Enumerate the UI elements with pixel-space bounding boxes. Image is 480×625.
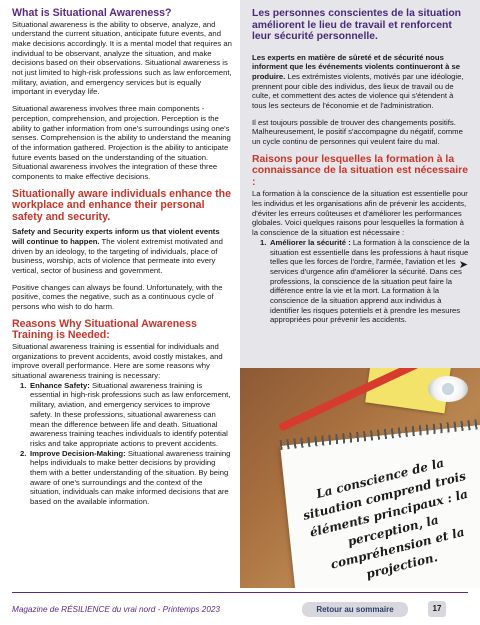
paragraph: La formation à la conscience de la situation est essentielle pour les individus et les organisations afin de prévenir les accidents, d'éviter les erreurs coûteuses et d'améliorer les performances globales. Voici quelques raisons pour lesquelles la formation à la conscience de la situation est nécessaire :: [252, 189, 468, 238]
paragraph: Situational awareness is the ability to observe, analyze, and understand the current situation, anticipate future events, and make decisions accordingly. It is a mental model that requires an individual to be observant, analyze the situation, and make decisions based on their observations. Situational awareness is not just limited to high-risk professions such as law enforcement, military, aviation, and emergency services but is equally important in everyday life.: [12, 19, 232, 97]
paragraph: Situational awareness training is essential for individuals and organizations to prevent accidents, avoid costly mistakes, and improve overall performance. Here are some reasons why situational awareness training is necessary:: [12, 341, 223, 380]
section-heading-reasons: Reasons Why Situational Awareness Training is Needed:: [12, 317, 197, 342]
list-item: [260, 238, 470, 325]
section-heading-personnes-conscientes: Les personnes conscientes de la situation améliorent le lieu de travail et renforcent leur sécurité personnelle.: [252, 8, 462, 42]
list-number: 1.: [20, 380, 27, 390]
list-item-text: Situational awareness training is essential in high-risk professions such as law enforcement, military, aviation, and emergency services to improve safety. In these professions, situational awareness can mean the difference between life and death. Situational awareness training teaches individuals to identify potential risks and take appropriate actions to prevent accidents.: [30, 380, 231, 448]
bold-lead: Les experts en matière de sûreté et de sécurité nous informent que les événements violents continueront à se produire.: [252, 52, 461, 81]
next-page-arrow-icon[interactable]: ➤: [458, 259, 468, 271]
notebook-spiral: [280, 417, 480, 450]
notebook-photo: [240, 368, 480, 588]
list-item-text: Situational awareness training helps individuals to make better decisions by providing them with a better understanding of the situation. By being aware of one's surroundings and the context of the situation, individuals can make informed decisions that are based on the available information.: [30, 448, 231, 507]
list-item-text: La formation à la conscience de la situation est essentielle dans les professions à haut risque telles que les forces de l'ordre, l'armée, l'aviation et les services d'urgence afin d'améliorer la sécurité. Dans ces professions, la conscience de la situation peut faire la différence entre la vie et la mort. La formation à la conscience de la situation apprend aux individus à identifier les risques potentiels et à prendre les mesures appropriées pour prévenir les accidents.: [270, 237, 470, 325]
list-item: [20, 449, 234, 507]
numbered-list: [260, 238, 470, 325]
list-item-title: Enhance Safety:: [30, 380, 90, 390]
paragraph: Situational awareness involves three main components - perception, comprehension, and projection. Perception is the ability to gather information from one's surroundings using one's senses. Comprehension is the ability to understand the meaning of the information gathered. Projection is the ability to anticipate future events based on the understanding of the situation. Situational awareness involves the integration of these three components to make effective decisions.: [12, 104, 231, 182]
tape-roll: [428, 376, 468, 402]
list-number: 1.: [260, 237, 267, 247]
section-heading-raisons: Raisons pour lesquelles la formation à la connaissance de la situation est nécessaire :: [252, 153, 468, 188]
page-number: 17: [428, 601, 446, 617]
list-number: 2.: [20, 448, 27, 458]
footer-divider: [12, 592, 468, 593]
right-column: [240, 0, 480, 588]
list-item-title: Améliorer la sécurité :: [270, 237, 351, 247]
list-item-title: Improve Decision-Making:: [30, 448, 126, 458]
left-column: [0, 0, 240, 588]
handwritten-note: La conscience de la situation comprend trois éléments principaux : la perception, la compréhension et la projection.: [301, 455, 470, 582]
paragraph: Positive changes can always be found. Unfortunately, with the positive, comes the negative, such as a continuous cycle of persons who wish to do harm.: [12, 282, 223, 312]
paragraph: Il est toujours possible de trouver des changements positifs. Malheureusement, le positif s'accompagne du négatif, comme un cycle continu de personnes qui veulent faire du mal.: [252, 117, 463, 147]
list-item: [20, 381, 234, 449]
bold-lead: Safety and Security experts inform us that violent events will continue to happen.: [12, 227, 220, 246]
magazine-title: Magazine de RÉSILIENCE du vrai nord - Printemps 2023: [12, 605, 220, 614]
numbered-list: [20, 381, 234, 507]
section-heading-situationally-aware: Situationally aware individuals enhance the workplace and enhance their personal safety and security.: [12, 187, 231, 223]
back-to-contents-button[interactable]: Retour au sommaire: [302, 602, 408, 617]
footer: [0, 596, 480, 625]
paragraph: [252, 53, 470, 111]
paragraph-text: The violent extremist motivated and driven by an ideology, to the targeting of individuals, place of business, worship, acts of violence that permeate into every vertical, sector of business and government.: [12, 236, 223, 276]
paragraph: [12, 227, 234, 276]
section-heading-situational-awareness: What is Situational Awareness?: [12, 7, 172, 19]
paragraph-text: Les extrémistes violents, motivés par une idéologie, prennent pour cible des individus, des lieux de travail ou de culte, et commettent des actes de violence qui s'étendent à tous les secteurs de l'économie et de l'administration.: [252, 71, 464, 111]
